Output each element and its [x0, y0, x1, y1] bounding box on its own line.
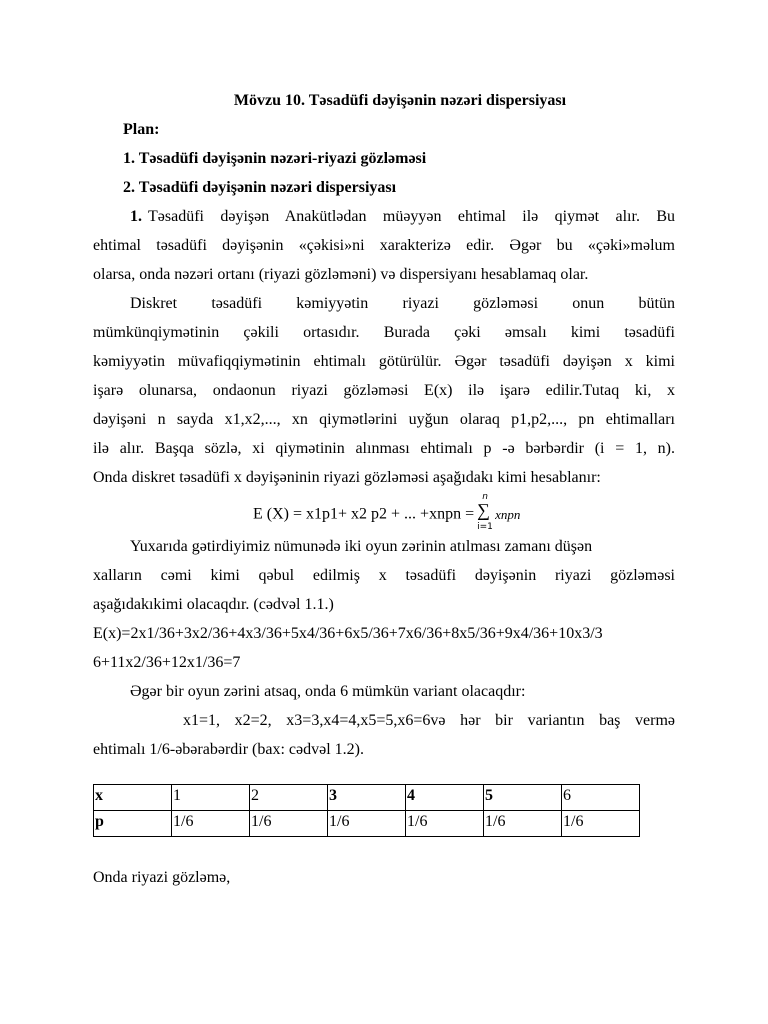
table-row-p [94, 811, 640, 837]
document-page [93, 86, 675, 892]
expectation-formula [93, 492, 675, 532]
paragraph-number: 1. [130, 208, 142, 225]
paragraph-1-line-3: olarsa, onda nəzəri ortanı (riyazi gözləməni) və dispersiyanı hesablamaq olar. [93, 266, 589, 283]
paragraph-2-line-5: dəyişəni n sayda x1,x2,..., xn qiymətlərini uyğun olaraq p1,p2,..., pn ehtimalları [93, 411, 675, 428]
table-cell: 1/6 [250, 811, 328, 837]
paragraph-1-text: Təsadüfi dəyişən Anakütlədan müəyyən ehtimal ilə qiymət alır. Bu [148, 208, 675, 225]
plan-item-1: 1. Təsadüfi dəyişənin nəzəri-riyazi gözləməsi [123, 150, 427, 167]
sum-symbol [475, 492, 493, 532]
plan-label: Plan: [123, 121, 160, 138]
paragraph-1-line-2: ehtimal təsadüfi dəyişənin «çəkisi»ni xarakterizə edir. Əgər bu «çəki»məlum [93, 237, 675, 254]
plan-item-2: 2. Təsadüfi dəyişənin nəzəri dispersiyası [123, 179, 397, 196]
table-cell: 3 [328, 785, 406, 811]
paragraph-3-line-3: aşağıdakıkimi olacaqdır. (cədvəl 1.1.) [93, 596, 334, 613]
table-row-x [94, 785, 640, 811]
paragraph-2-line-4: işarə olunarsa, ondaonun riyazi gözləməsi E(x) ilə işarə edilir.Tutaq ki, x [93, 382, 675, 399]
table-cell: x [94, 785, 172, 811]
table-cell: p [94, 811, 172, 837]
table-cell: 1/6 [328, 811, 406, 837]
table-cell: 1/6 [484, 811, 562, 837]
paragraph-2-line-1 [93, 289, 675, 318]
table-cell: 5 [484, 785, 562, 811]
paragraph-2-word: Diskret [130, 295, 178, 312]
paragraph-3-line-1: Yuxarıda gətirdiyimiz nümunədə iki oyun zərinin atılması zamanı düşən [130, 538, 593, 555]
paragraph-2-word: riyazi [402, 295, 439, 312]
paragraph-2-line-3: kəmiyyətin müvafiqqiymətinin ehtimalı götürülür. Əgər təsadüfi dəyişən x kimi [93, 353, 675, 370]
closing-line: Onda riyazi gözləmə, [93, 869, 231, 886]
paragraph-2-word: gözləməsi [473, 295, 539, 312]
probability-table [93, 784, 640, 837]
paragraph-4-line-3: ehtimalı 1/6-əbərabərdir (bax: cədvəl 1.2). [93, 741, 364, 758]
paragraph-3-line-2: xalların cəmi kimi qəbul edilmiş x təsadüfi dəyişənin riyazi gözləməsi [93, 567, 675, 584]
paragraph-2-line-2: mümkünqiymətinin çəkili ortasıdır. Burada çəki əmsalı kimi təsadüfi [93, 324, 675, 341]
paragraph-1-line-1 [93, 202, 675, 231]
table-cell: 4 [406, 785, 484, 811]
paragraph-2-word: kəmiyyətin [296, 295, 369, 312]
paragraph-2-line-6: ilə alır. Başqa sözlə, xi qiymətinin alınması ehtimalı p -ə bərbərdir (i = 1, n). [93, 440, 675, 457]
paragraph-2-word: onun [572, 295, 605, 312]
table-cell: 2 [250, 785, 328, 811]
paragraph-3-line-5: 6+11x2/36+12x1/36=7 [93, 654, 241, 671]
formula-text: E (X) = x1p1+ x2 p2 + ... +xnpn = [253, 505, 475, 523]
table-cell: 6 [562, 785, 640, 811]
table-cell: 1/6 [172, 811, 250, 837]
formula-sum-term: xnpn [495, 506, 521, 522]
paragraph-2-line-7: Onda diskret təsadüfi x dəyişəninin riyazi gözləməsi aşağıdakı kimi hesablanır: [93, 469, 601, 486]
sum-upper-limit: n [482, 492, 488, 502]
sum-lower-limit: i=1 [477, 522, 493, 532]
sigma-glyph: ∑ [477, 500, 490, 520]
paragraph-2-word: bütün [638, 295, 675, 312]
paragraph-3-line-4: E(x)=2x1/36+3x2/36+4x3/36+5x4/36+6x5/36+7x6/36+8x5/36+9x4/36+10x3/3 [93, 625, 603, 642]
paragraph-4-line-2: x1=1, x2=2, x3=3,x4=4,x5=5,x6=6və hər bir variantın baş vermə [183, 712, 675, 729]
table-cell: 1 [172, 785, 250, 811]
table-cell: 1/6 [406, 811, 484, 837]
paragraph-2-word: təsadüfi [211, 295, 263, 312]
document-title: Mövzu 10. Təsadüfi dəyişənin nəzəri dispersiyası [233, 92, 567, 109]
table-cell: 1/6 [562, 811, 640, 837]
paragraph-4-line-1: Əgər bir oyun zərini atsaq, onda 6 mümkün variant olacaqdır: [130, 683, 526, 700]
